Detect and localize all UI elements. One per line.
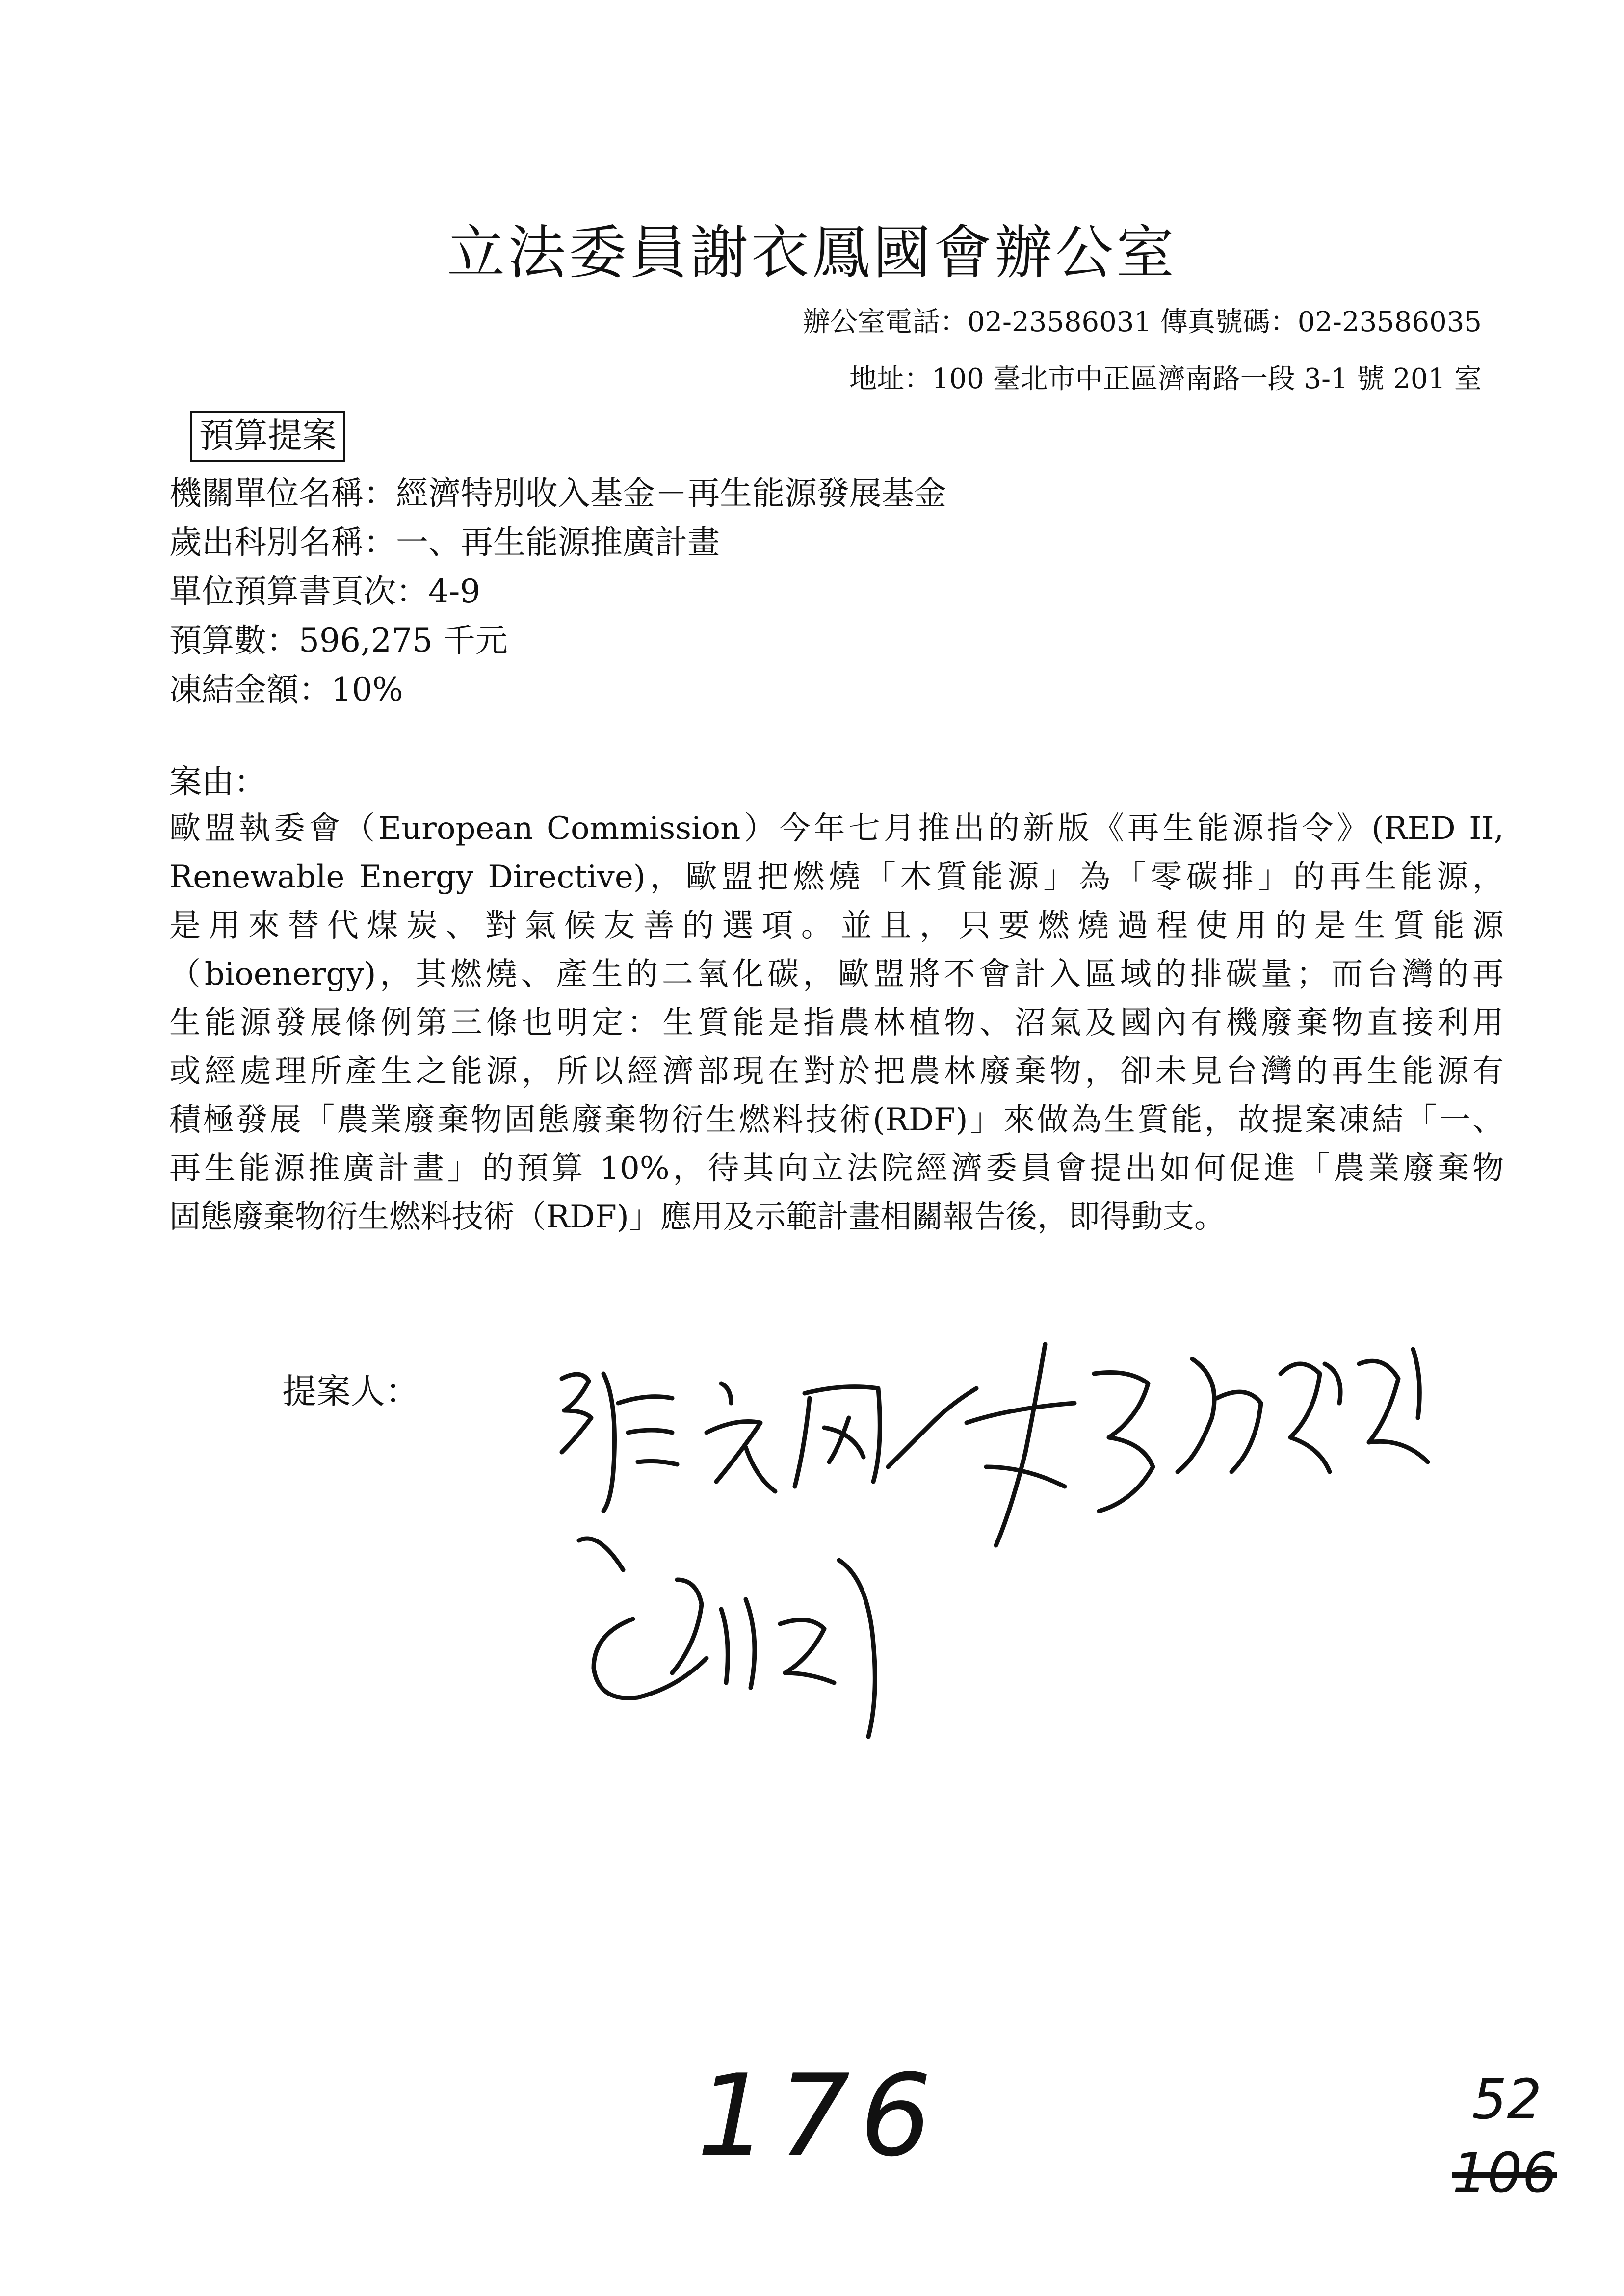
reason-line: Renewable Energy Directive)，歐盟把燃燒「木質能源」為「零碳排」的再生能源， xyxy=(169,859,1504,895)
signature-3 xyxy=(579,1539,875,1737)
handwritten-signatures xyxy=(515,1305,1506,1747)
handwritten-page-number: 176 xyxy=(697,2051,942,2182)
signature-2 xyxy=(967,1344,1428,1545)
office-title: 立法委員謝衣鳳國會辦公室 xyxy=(446,219,1177,287)
budget-amount-field: 預算數：596,275 千元 xyxy=(169,622,508,659)
reason-line: 再生能源推廣計畫」的預算 10%，待其向立法院經濟委員會提出如何促進「農業廢棄物 xyxy=(169,1150,1504,1187)
reason-line: 是用來替代煤炭、對氣候友善的選項。並且，只要燃燒過程使用的是生質能源 xyxy=(169,908,1504,944)
budget-page-field: 單位預算書頁次：4-9 xyxy=(169,573,481,610)
budget-proposal-badge: 預算提案 xyxy=(190,411,345,462)
reason-line: 積極發展「農業廢棄物固態廢棄物衍生燃料技術(RDF)」來做為生質能，故提案凍結「一、 xyxy=(169,1102,1504,1138)
proposer-label: 提案人： xyxy=(282,1371,419,1411)
reason-label: 案由： xyxy=(169,763,266,801)
freeze-amount-field: 凍結金額：10% xyxy=(169,671,403,708)
reason-line: 或經處理所產生之能源，所以經濟部現在對於把農林廢棄物，卻未見台灣的再生能源有 xyxy=(169,1053,1504,1090)
agency-field: 機關單位名稱：經濟特別收入基金－再生能源發展基金 xyxy=(169,474,946,512)
office-phone-fax: 辦公室電話：02-23586031 傳真號碼：02-23586035 xyxy=(802,306,1482,338)
reason-line: 歐盟執委會（European Commission）今年七月推出的新版《再生能源指令》(RED II, xyxy=(169,810,1504,847)
signature-1 xyxy=(562,1374,976,1511)
office-address: 地址：100 臺北市中正區濟南路一段 3-1 號 201 室 xyxy=(849,363,1482,395)
reason-line: 生能源發展條例第三條也明定：生質能是指農林植物、沼氣及國內有機廢棄物直接利用 xyxy=(169,1005,1504,1041)
reason-line: 固態廢棄物衍生燃料技術（RDF)」應用及示範計畫相關報告後，即得動支。 xyxy=(169,1199,1226,1235)
reason-line: （bioenergy)，其燃燒、產生的二氧化碳，歐盟將不會計入區域的排碳量；而台灣的再 xyxy=(169,956,1504,992)
corner-page-number: 52 xyxy=(1472,2068,1542,2132)
struck-corner-page-number: 106 xyxy=(1452,2141,1557,2205)
reason-body xyxy=(169,805,1504,1242)
expenditure-item-field: 歲出科別名稱：一、再生能源推廣計畫 xyxy=(169,523,720,561)
